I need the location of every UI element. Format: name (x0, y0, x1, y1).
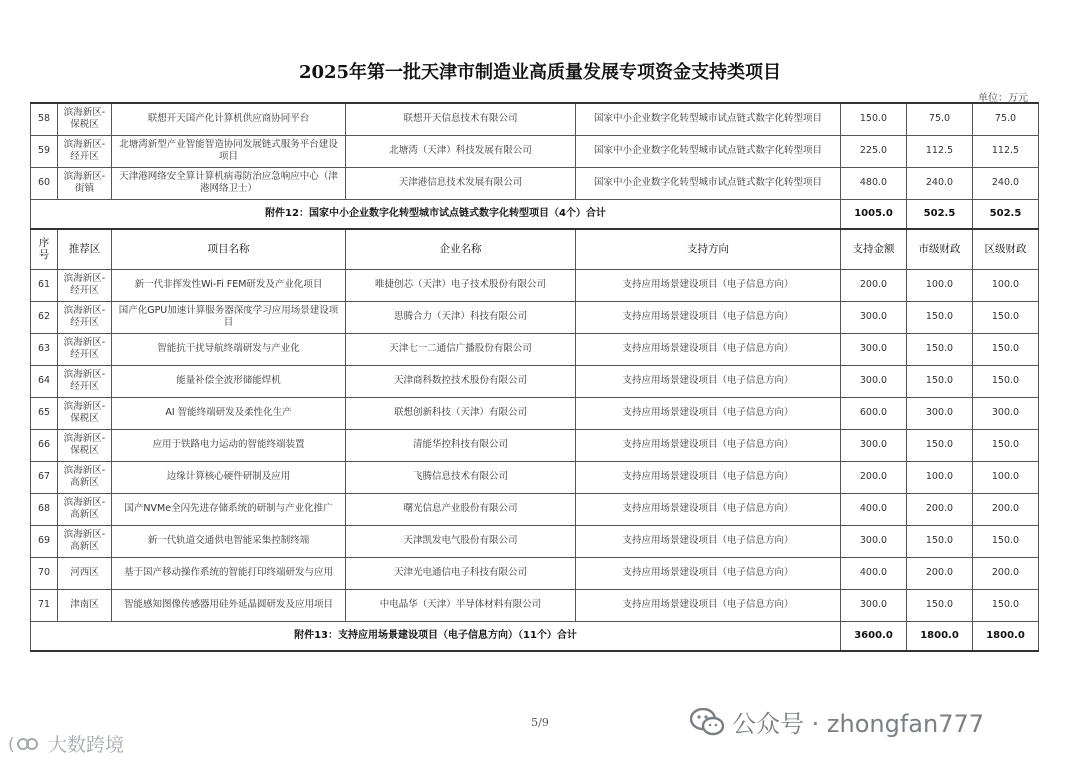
cell-city: 112.5 (907, 135, 973, 167)
cell-city: 150.0 (907, 333, 973, 365)
cell-city: 150.0 (907, 365, 973, 397)
header-row (31, 229, 1039, 269)
subtotal-district: 502.5 (973, 199, 1039, 229)
cell-no: 64 (31, 365, 58, 397)
cell-area: 滨海新区-经开区 (58, 269, 112, 301)
cell-district: 200.0 (973, 493, 1039, 525)
cell-project: 新一代非挥发性Wi-Fi FEM研发及产业化项目 (112, 269, 346, 301)
cell-project: 边缘计算核心硬件研制及应用 (112, 461, 346, 493)
cell-project: 国产NVMe全闪先进存储系统的研制与产业化推广 (112, 493, 346, 525)
cell-district: 150.0 (973, 301, 1039, 333)
cell-area: 滨海新区-高新区 (58, 493, 112, 525)
cell-direction: 国家中小企业数字化转型城市试点链式数字化转型项目 (576, 135, 841, 167)
page-number: 5/9 (531, 716, 549, 729)
cell-area: 滨海新区-街镇 (58, 167, 112, 199)
cell-project: 智能感知图像传感器用硅外延晶圆研发及应用项目 (112, 589, 346, 621)
cell-direction: 国家中小企业数字化转型城市试点链式数字化转型项目 (576, 103, 841, 135)
cell-company: 飞腾信息技术有限公司 (346, 461, 576, 493)
table-row (31, 135, 1039, 167)
header-direction: 支持方向 (576, 229, 841, 269)
table-row (31, 301, 1039, 333)
cell-amount: 200.0 (841, 461, 907, 493)
cell-city: 200.0 (907, 493, 973, 525)
cell-amount: 480.0 (841, 167, 907, 199)
header-company: 企业名称 (346, 229, 576, 269)
cell-area: 滨海新区-保税区 (58, 429, 112, 461)
cell-direction: 国家中小企业数字化转型城市试点链式数字化转型项目 (576, 167, 841, 199)
cell-project: 智能抗干扰导航终端研发与产业化 (112, 333, 346, 365)
cell-area: 滨海新区-保税区 (58, 103, 112, 135)
header-city: 市级财政 (907, 229, 973, 269)
cell-area: 滨海新区-高新区 (58, 525, 112, 557)
watermark-right-text: 公众号 · zhongfan777 (732, 710, 984, 738)
cell-company: 天津七一二通信广播股份有限公司 (346, 333, 576, 365)
cell-project: 应用于铁路电力运动的智能终端装置 (112, 429, 346, 461)
header-amount: 支持金额 (841, 229, 907, 269)
cell-amount: 300.0 (841, 429, 907, 461)
cell-amount: 400.0 (841, 557, 907, 589)
cell-no: 68 (31, 493, 58, 525)
cell-area: 河西区 (58, 557, 112, 589)
cell-direction: 支持应用场景建设项目（电子信息方向） (576, 365, 841, 397)
cell-direction: 支持应用场景建设项目（电子信息方向） (576, 333, 841, 365)
cell-company: 北塘湾（天津）科技发展有限公司 (346, 135, 576, 167)
cell-no: 63 (31, 333, 58, 365)
page-title: 2025年第一批天津市制造业高质量发展专项资金支持类项目 (298, 62, 782, 83)
table-row (31, 461, 1039, 493)
cell-no: 58 (31, 103, 58, 135)
cell-no: 59 (31, 135, 58, 167)
cell-project: AI 智能终端研发及柔性化生产 (112, 397, 346, 429)
cell-city: 100.0 (907, 269, 973, 301)
header-district: 区级财政 (973, 229, 1039, 269)
wechat-icon (690, 708, 724, 736)
cell-company: 唯捷创芯（天津）电子技术股份有限公司 (346, 269, 576, 301)
cell-project: 联想开天国产化计算机供应商协同平台 (112, 103, 346, 135)
cell-no: 69 (31, 525, 58, 557)
cell-district: 100.0 (973, 461, 1039, 493)
cell-direction: 支持应用场景建设项目（电子信息方向） (576, 397, 841, 429)
cell-area: 滨海新区-经开区 (58, 333, 112, 365)
cell-direction: 支持应用场景建设项目（电子信息方向） (576, 301, 841, 333)
cell-city: 150.0 (907, 589, 973, 621)
cell-direction: 支持应用场景建设项目（电子信息方向） (576, 493, 841, 525)
cell-no: 60 (31, 167, 58, 199)
watermark-left (8, 730, 124, 757)
cell-no: 62 (31, 301, 58, 333)
cell-company: 天津商科数控技术股份有限公司 (346, 365, 576, 397)
cell-amount: 300.0 (841, 589, 907, 621)
cell-amount: 300.0 (841, 333, 907, 365)
cell-district: 150.0 (973, 429, 1039, 461)
cell-district: 300.0 (973, 397, 1039, 429)
subtotal-city: 1800.0 (907, 621, 973, 651)
subtotal-amount: 1005.0 (841, 199, 907, 229)
cell-district: 240.0 (973, 167, 1039, 199)
cell-company: 天津港信息技术发展有限公司 (346, 167, 576, 199)
funding-table (30, 102, 1039, 652)
cell-company: 天津光电通信电子科技有限公司 (346, 557, 576, 589)
table-row (31, 397, 1039, 429)
cell-no: 66 (31, 429, 58, 461)
cell-project: 国产化GPU加速计算服务器深度学习应用场景建设项目 (112, 301, 346, 333)
cell-no: 61 (31, 269, 58, 301)
table-row (31, 589, 1039, 621)
cell-company: 清能华控科技有限公司 (346, 429, 576, 461)
cell-city: 75.0 (907, 103, 973, 135)
subtotal-district: 1800.0 (973, 621, 1039, 651)
cell-amount: 300.0 (841, 365, 907, 397)
cell-amount: 300.0 (841, 301, 907, 333)
cell-district: 200.0 (973, 557, 1039, 589)
cell-area: 滨海新区-经开区 (58, 135, 112, 167)
cell-city: 240.0 (907, 167, 973, 199)
cell-area: 滨海新区-高新区 (58, 461, 112, 493)
header-project: 项目名称 (112, 229, 346, 269)
cell-area: 滨海新区-经开区 (58, 301, 112, 333)
cell-direction: 支持应用场景建设项目（电子信息方向） (576, 589, 841, 621)
cell-direction: 支持应用场景建设项目（电子信息方向） (576, 557, 841, 589)
cell-project: 天津港网络安全算计算机病毒防治应急响应中心（津港网络卫士） (112, 167, 346, 199)
table-row (31, 333, 1039, 365)
cell-no: 70 (31, 557, 58, 589)
cell-area: 滨海新区-保税区 (58, 397, 112, 429)
cell-amount: 400.0 (841, 493, 907, 525)
subtotal-label: 附件12：国家中小企业数字化转型城市试点链式数字化转型项目（4个）合计 (31, 199, 841, 229)
cell-district: 150.0 (973, 525, 1039, 557)
table-row (31, 103, 1039, 135)
cell-district: 150.0 (973, 365, 1039, 397)
cell-district: 100.0 (973, 269, 1039, 301)
cell-area: 津南区 (58, 589, 112, 621)
cell-amount: 150.0 (841, 103, 907, 135)
cell-city: 150.0 (907, 301, 973, 333)
subtotal-row (31, 199, 1039, 229)
cell-company: 中电晶华（天津）半导体材料有限公司 (346, 589, 576, 621)
cell-company: 曙光信息产业股份有限公司 (346, 493, 576, 525)
table-row (31, 429, 1039, 461)
cell-direction: 支持应用场景建设项目（电子信息方向） (576, 269, 841, 301)
cell-district: 150.0 (973, 589, 1039, 621)
table-row (31, 365, 1039, 397)
cell-project: 新一代轨道交通供电智能采集控制终端 (112, 525, 346, 557)
table-row (31, 525, 1039, 557)
subtotal-city: 502.5 (907, 199, 973, 229)
subtotal-amount: 3600.0 (841, 621, 907, 651)
brand-logo-icon (8, 733, 42, 755)
cell-area: 滨海新区-经开区 (58, 365, 112, 397)
cell-district: 150.0 (973, 333, 1039, 365)
cell-no: 67 (31, 461, 58, 493)
table-row (31, 493, 1039, 525)
cell-city: 150.0 (907, 429, 973, 461)
cell-direction: 支持应用场景建设项目（电子信息方向） (576, 525, 841, 557)
svg-text:(: ( (8, 734, 15, 755)
table-row (31, 557, 1039, 589)
cell-city: 100.0 (907, 461, 973, 493)
cell-company: 思腾合力（天津）科技有限公司 (346, 301, 576, 333)
table-row (31, 269, 1039, 301)
cell-amount: 600.0 (841, 397, 907, 429)
cell-project: 北塘湾新型产业智能智造协同发展链式服务平台建设项目 (112, 135, 346, 167)
cell-no: 65 (31, 397, 58, 429)
cell-company: 联想创新科技（天津）有限公司 (346, 397, 576, 429)
cell-company: 联想开天信息技术有限公司 (346, 103, 576, 135)
subtotal-label: 附件13：支持应用场景建设项目（电子信息方向）（11个）合计 (31, 621, 841, 651)
cell-direction: 支持应用场景建设项目（电子信息方向） (576, 461, 841, 493)
cell-city: 300.0 (907, 397, 973, 429)
cell-amount: 200.0 (841, 269, 907, 301)
cell-city: 150.0 (907, 525, 973, 557)
cell-amount: 300.0 (841, 525, 907, 557)
table-row (31, 167, 1039, 199)
cell-district: 75.0 (973, 103, 1039, 135)
watermark-right (690, 704, 984, 739)
cell-district: 112.5 (973, 135, 1039, 167)
cell-amount: 225.0 (841, 135, 907, 167)
watermark-left-text: 大数跨境 (48, 734, 125, 756)
header-area: 推荐区 (58, 229, 112, 269)
cell-company: 天津凯发电气股份有限公司 (346, 525, 576, 557)
cell-no: 71 (31, 589, 58, 621)
cell-direction: 支持应用场景建设项目（电子信息方向） (576, 429, 841, 461)
cell-city: 200.0 (907, 557, 973, 589)
header-no: 序号 (31, 229, 58, 269)
subtotal-row (31, 621, 1039, 651)
cell-project: 能量补偿全波形储能焊机 (112, 365, 346, 397)
cell-project: 基于国产移动操作系统的智能打印终端研发与应用 (112, 557, 346, 589)
unit-label: 单位：万元 (978, 93, 1028, 104)
